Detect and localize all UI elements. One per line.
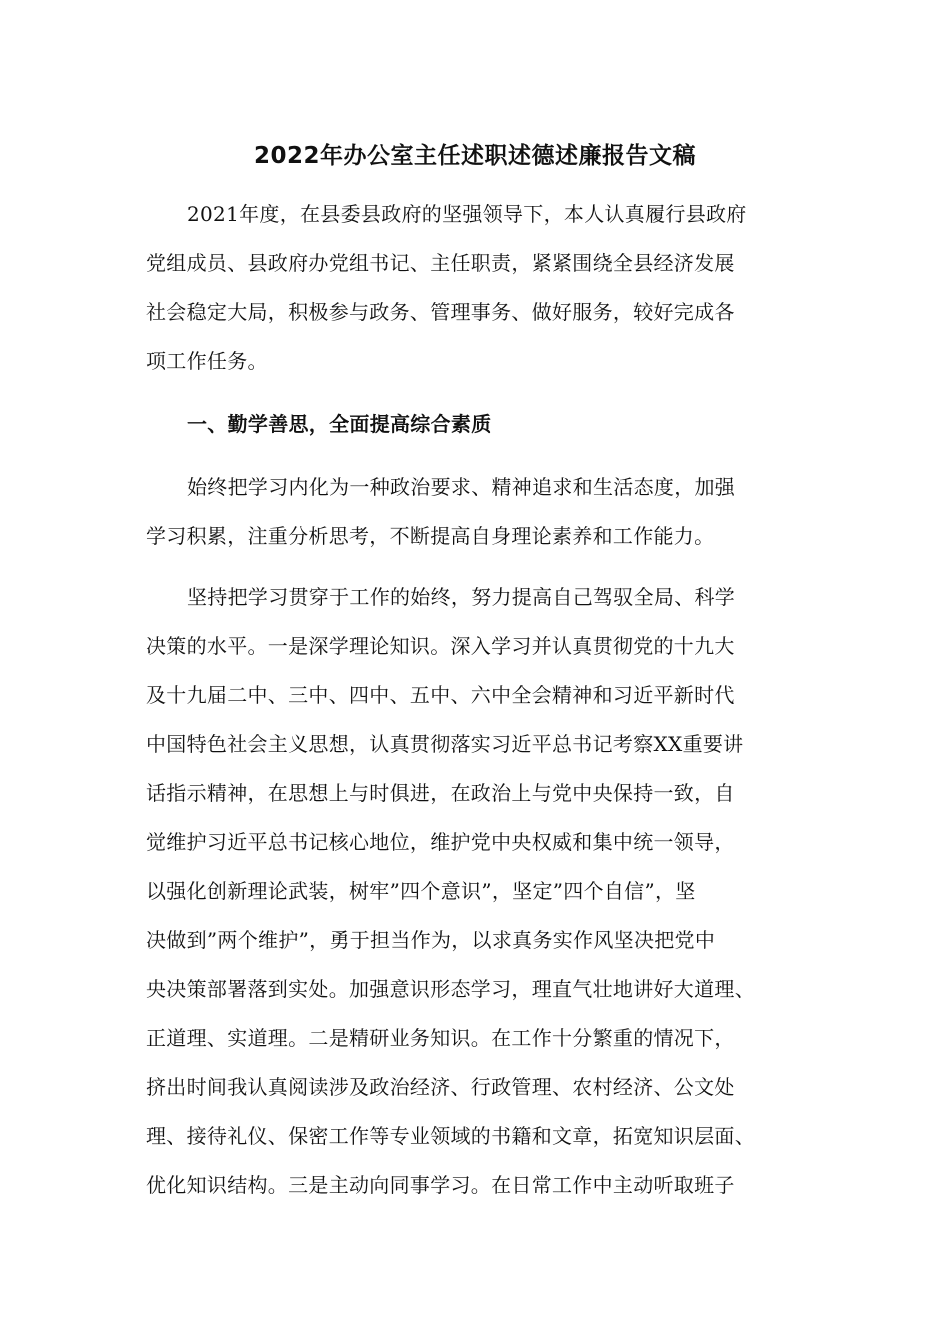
paragraph-3-line: 决做到”两个维护”，勇于担当作为，以求真务实作风坚决把党中 [146, 928, 716, 952]
paragraph-2-line: 始终把学习内化为一种政治要求、精神追求和生活态度，加强 [187, 475, 736, 499]
paragraph-3-line: 挤出时间我认真阅读涉及政治经济、行政管理、农村经济、公文处 [146, 1075, 735, 1099]
paragraph-3-line: 觉维护习近平总书记核心地位，维护党中央权威和集中统一领导， [146, 830, 735, 854]
paragraph-3-line: 话指示精神，在思想上与时俱进，在政治上与党中央保持一致，自 [146, 781, 735, 805]
paragraph-1-line: 社会稳定大局，积极参与政务、管理事务、做好服务，较好完成各 [146, 300, 735, 324]
section-1-heading: 一、勤学善思，全面提高综合素质 [187, 412, 492, 436]
document-title: 2022年办公室主任述职述德述廉报告文稿 [253, 143, 696, 169]
paragraph-1-line: 项工作任务。 [146, 349, 268, 373]
paragraph-1-line: 2021年度，在县委县政府的坚强领导下，本人认真履行县政府 [187, 202, 747, 226]
paragraph-3-line: 坚持把学习贯穿于工作的始终，努力提高自己驾驭全局、科学 [187, 585, 736, 609]
paragraph-3-line: 正道理、实道理。二是精研业务知识。在工作十分繁重的情况下， [146, 1026, 735, 1050]
paragraph-3-line: 优化知识结构。三是主动向同事学习。在日常工作中主动听取班子 [146, 1173, 735, 1197]
paragraph-2-line: 学习积累，注重分析思考，不断提高自身理论素养和工作能力。 [146, 524, 715, 548]
paragraph-3-line: 理、接待礼仪、保密工作等专业领域的书籍和文章，拓宽知识层面、 [146, 1124, 755, 1148]
paragraph-3-line: 中国特色社会主义思想，认真贯彻落实习近平总书记考察XX重要讲 [146, 732, 744, 756]
paragraph-1-line: 党组成员、县政府办党组书记、主任职责，紧紧围绕全县经济发展 [146, 251, 735, 275]
paragraph-3-line: 决策的水平。一是深学理论知识。深入学习并认真贯彻党的十九大 [146, 634, 735, 658]
paragraph-3-line: 央决策部署落到实处。加强意识形态学习，理直气壮地讲好大道理、 [146, 977, 755, 1001]
paragraph-3-line: 及十九届二中、三中、四中、五中、六中全会精神和习近平新时代 [146, 683, 735, 707]
paragraph-3-line: 以强化创新理论武装，树牢”四个意识”，坚定”四个自信”，坚 [146, 879, 696, 903]
